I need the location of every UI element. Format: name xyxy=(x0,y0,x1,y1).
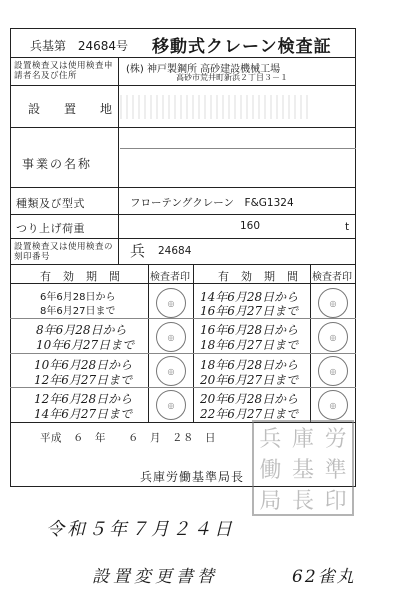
number-prefix: 兵基第 xyxy=(30,39,67,53)
header-divider xyxy=(10,57,356,58)
applicant-label: 設置検査又は使用検査申請者名及び住所 xyxy=(14,61,114,81)
right-period-4-from: 20年6月28日から xyxy=(200,392,299,406)
applicant-address: 高砂市荒井町新浜２丁目３－１ xyxy=(176,73,288,82)
certificate-title: 移動式クレーン検査証 xyxy=(152,37,332,57)
mark-label: 設置検査又は使用検査の刻印番号 xyxy=(14,242,114,262)
business-label: 事業の名称 xyxy=(22,157,93,171)
issuer: 兵庫労働基準局長 xyxy=(140,470,245,484)
seal-char: 基 xyxy=(291,458,314,483)
left-period-1-to: 8年6月27日まで xyxy=(40,306,116,317)
seal-char: 働 xyxy=(259,458,282,483)
right-period-1-from: 14年6月28日から xyxy=(200,290,299,304)
left-row-divider-1 xyxy=(10,318,193,319)
seal-char: 準 xyxy=(324,458,347,483)
inspector-stamp-icon: ◎ xyxy=(318,288,348,318)
inspector-stamp-icon: ◎ xyxy=(156,288,186,318)
inspector-stamp-icon: ◎ xyxy=(156,390,186,420)
left-period-1-from: 6年6月28日から xyxy=(40,292,116,303)
applicant-name: (株) 神戸製鋼所 高砂建設機械工場 xyxy=(126,64,281,75)
location-label: 設 置 地 xyxy=(28,102,119,116)
inspector-stamp-icon: ◎ xyxy=(318,322,348,352)
validity-right-seal-divider xyxy=(310,264,311,422)
left-period-header: 有 効 期 間 xyxy=(40,270,121,283)
right-row-divider-2 xyxy=(193,353,356,354)
right-period-header: 有 効 期 間 xyxy=(218,270,299,283)
type-label: 種類及び型式 xyxy=(16,197,85,210)
inspector-stamp-icon: ◎ xyxy=(318,390,348,420)
right-period-4-to: 22年6月27日まで xyxy=(200,407,299,421)
seal-char: 局 xyxy=(259,489,282,514)
frame-right-border xyxy=(355,28,356,486)
mark-number: 24684 xyxy=(158,245,192,257)
validity-center-divider xyxy=(193,264,194,422)
handwritten-date: 令和５年７月２４日 xyxy=(46,519,235,540)
row-divider-5 xyxy=(10,238,356,239)
row-divider-6 xyxy=(10,264,356,265)
load-label: つり上げ荷重 xyxy=(16,222,85,235)
left-period-2-from: 8年6月28日から xyxy=(36,323,127,337)
right-period-3-to: 20年6月27日まで xyxy=(200,373,299,387)
type-value: フローテングクレーン F&G1324 xyxy=(130,197,294,209)
left-period-4-from: 12年6月28日から xyxy=(34,392,133,406)
seal-char: 庫 xyxy=(291,427,314,452)
right-row-divider-1 xyxy=(193,318,356,319)
label-column-divider xyxy=(118,57,119,264)
mark-prefix: 兵 xyxy=(130,242,146,260)
left-period-4-to: 14年6月27日まで xyxy=(34,407,133,421)
seal-char: 印 xyxy=(324,489,347,514)
load-unit: t xyxy=(345,221,350,233)
number-value: 24684号 xyxy=(77,39,129,53)
right-period-2-to: 18年6月27日まで xyxy=(200,338,299,352)
official-seal-icon xyxy=(252,420,354,516)
handwritten-note: 設置変更書替 xyxy=(92,567,218,587)
right-period-1-to: 16年6月27日まで xyxy=(200,304,299,318)
frame-top-border xyxy=(10,28,356,29)
row-divider-4 xyxy=(10,214,356,215)
validity-left-seal-divider xyxy=(148,264,149,422)
row-divider-1 xyxy=(10,85,356,86)
handwritten-id: 62雀丸 xyxy=(292,567,356,587)
left-seal-header: 検査者印 xyxy=(150,272,190,283)
validity-header-divider xyxy=(10,283,356,284)
seal-char: 長 xyxy=(291,489,314,514)
left-period-2-to: 10年6月27日まで xyxy=(36,338,135,352)
right-row-divider-3 xyxy=(193,387,356,388)
inspector-stamp-icon: ◎ xyxy=(156,356,186,386)
inspector-stamp-icon: ◎ xyxy=(156,322,186,352)
right-period-2-from: 16年6月28日から xyxy=(200,323,299,337)
seal-char: 兵 xyxy=(259,427,282,452)
right-period-3-from: 18年6月28日から xyxy=(200,358,299,372)
left-row-divider-2 xyxy=(10,353,193,354)
left-period-3-from: 10年6月28日から xyxy=(34,358,133,372)
certificate-number xyxy=(30,37,128,54)
seal-char: 労 xyxy=(324,427,347,452)
row-divider-3 xyxy=(10,187,356,188)
left-row-divider-3 xyxy=(10,387,193,388)
left-period-3-to: 12年6月27日まで xyxy=(34,373,133,387)
business-inner-line xyxy=(120,148,356,149)
frame-left-border xyxy=(10,28,11,486)
row-divider-2 xyxy=(10,127,356,128)
inspector-stamp-icon: ◎ xyxy=(318,356,348,386)
right-seal-header: 検査者印 xyxy=(312,272,352,283)
load-value: 160 xyxy=(240,220,261,232)
issue-date: 平成 ６ 年 ６ 月 ２８ 日 xyxy=(40,432,216,444)
location-redacted xyxy=(120,95,310,119)
